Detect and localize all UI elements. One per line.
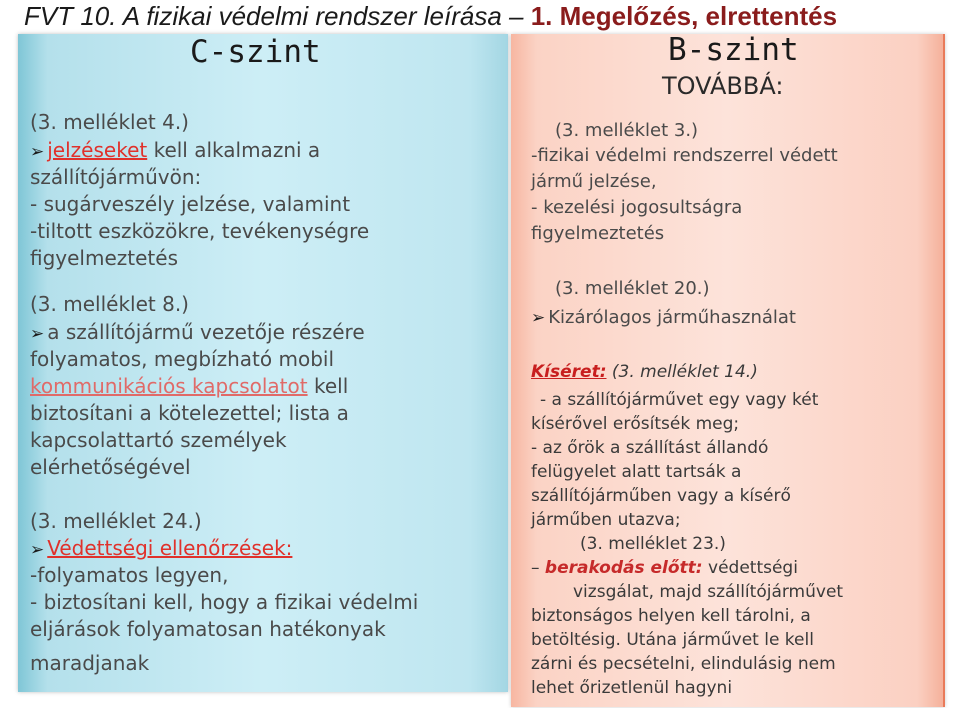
title-part2: 1. Megelőzés, elrettentés xyxy=(530,1,838,31)
b-kiseret-label: Kíséret: xyxy=(531,362,607,382)
c-b1-l5: figyelmeztetés xyxy=(30,246,178,270)
c-b1-l3: - sugárveszély jelzése, valamint xyxy=(30,192,351,216)
c-bullet2-line1 xyxy=(30,320,365,344)
c-level-heading: C-szint xyxy=(190,34,321,70)
c-b3-highlight: Védettségi ellenőrzések: xyxy=(47,536,293,560)
b-level-subheading: TOVÁBBÁ: xyxy=(662,72,784,100)
c-bullet1-line1 xyxy=(30,138,320,162)
b-ref2: (3. melléklet 20.) xyxy=(555,278,710,299)
c-b1-l2: szállítójárművön: xyxy=(30,165,202,189)
c-b2-l5: kapcsolattartó személyek xyxy=(30,428,287,452)
arrow-bullet-icon: ➢ xyxy=(30,142,45,162)
b-p4-l4: betöltésig. Utána járművet le kell xyxy=(531,630,814,650)
c-ref1: (3. melléklet 4.) xyxy=(30,110,189,134)
b-p3-l2: kísérővel erősítsék meg; xyxy=(531,414,740,434)
arrow-bullet-icon: ➢ xyxy=(531,308,546,328)
c-b3-l5: maradjanak xyxy=(30,651,150,675)
b-p3-l5: szállítójárműben vagy a kísérő xyxy=(531,486,791,506)
b-p4-rest: védettségi xyxy=(702,558,798,578)
b-p3-l3: - az őrök a szállítást állandó xyxy=(531,438,769,458)
b-p1-l3: - kezelési jogosultságra xyxy=(531,197,743,218)
c-ref2: (3. melléklet 8.) xyxy=(30,292,189,316)
c-b3-l2: -folyamatos legyen, xyxy=(30,563,229,587)
b-p1-l4: figyelmeztetés xyxy=(531,223,665,244)
c-b3-l4: eljárások folyamatosan hatékonyak xyxy=(30,617,386,641)
c-b2-line3 xyxy=(30,374,348,398)
c-b2-highlight: kommunikációs kapcsolatot xyxy=(30,374,308,398)
c-b2-l6: elérhetőségével xyxy=(30,455,191,479)
arrow-bullet-icon: ➢ xyxy=(30,540,45,560)
b-p2-l1: Kizárólagos járműhasználat xyxy=(548,307,796,328)
b-p2-line1 xyxy=(531,307,796,328)
b-p1-l2: jármű jelzése, xyxy=(531,171,657,192)
c-b1-l4: -tiltott eszközökre, tevékenységre xyxy=(30,219,370,243)
b-p1-l1: -fizikai védelmi rendszerrel védett xyxy=(531,145,838,166)
b-p4-l2: vizsgálat, majd szállítójárművet xyxy=(573,582,844,602)
c-bullet3-line1 xyxy=(30,536,292,560)
b-kiseret-line xyxy=(531,362,758,382)
c-b2-l1: a szállítójármű vezetője részére xyxy=(47,320,365,344)
b-p4-line1 xyxy=(531,558,798,578)
b-ref4: (3. melléklet 23.) xyxy=(580,534,726,554)
c-b1-rest: kell alkalmazni a xyxy=(147,138,321,162)
b-p3-l6: járműben utazva; xyxy=(531,510,681,530)
b-p4-l3: biztonságos helyen kell tárolni, a xyxy=(531,606,811,626)
arrow-bullet-icon: ➢ xyxy=(30,324,45,344)
c-b3-l3: - biztosítani kell, hogy a fizikai védelmi xyxy=(30,590,419,614)
b-p3-l4: felügyelet alatt tartsák a xyxy=(531,462,742,482)
title-part1: FVT 10. A fizikai védelmi rendszer leírása – xyxy=(24,1,531,31)
b-p4-l6: lehet őrizetlenül hagyni xyxy=(531,678,733,698)
b-level-heading: B-szint xyxy=(668,32,799,68)
b-p4-l5: zárni és pecsételni, elindulásig nem xyxy=(531,654,836,674)
b-p4-highlight: berakodás előtt: xyxy=(544,558,703,578)
c-b2-rest: kell xyxy=(307,374,349,398)
b-ref1: (3. melléklet 3.) xyxy=(555,120,699,141)
c-b2-l4: biztosítani a kötelezettel; lista a xyxy=(30,401,349,425)
b-p4-dash: – xyxy=(531,558,545,578)
slide-title xyxy=(24,0,960,32)
c-ref3: (3. melléklet 24.) xyxy=(30,509,202,533)
c-b1-highlight: jelzéseket xyxy=(47,138,148,162)
c-b2-l2: folyamatos, megbízható mobil xyxy=(30,347,335,371)
b-p3-l1: - a szállítójárművet egy vagy két xyxy=(540,390,819,410)
b-ref3: (3. melléklet 14.) xyxy=(606,362,758,382)
